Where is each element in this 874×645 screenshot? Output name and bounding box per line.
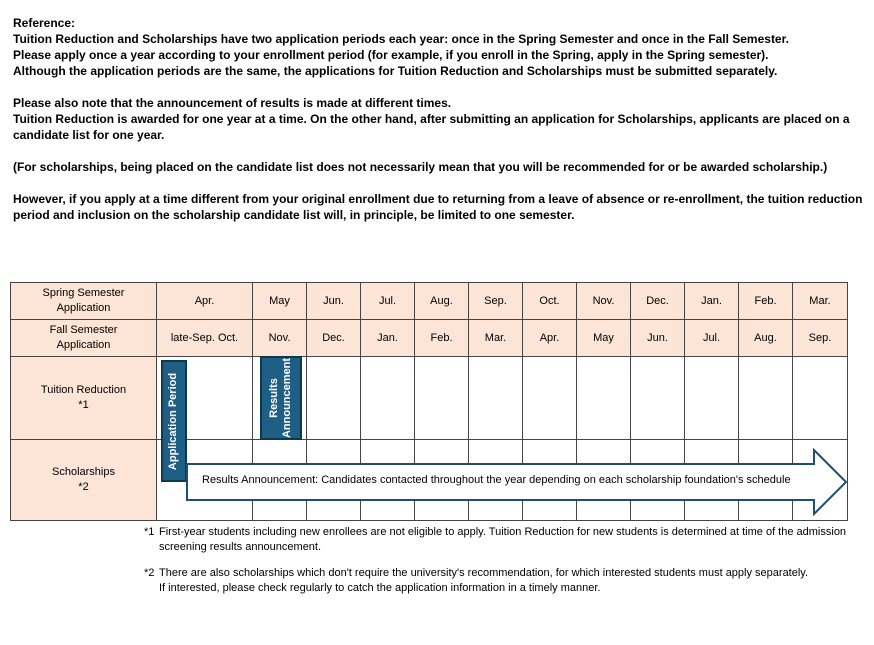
- footnote-text: screening results announcement.: [159, 541, 322, 553]
- reference-line: (For scholarships, being placed on the candidate list does not necessarily mean that you will be recommended for or be awarded scholarship.): [13, 160, 828, 174]
- month-cell: Dec.: [307, 320, 361, 357]
- reference-line: However, if you apply at a time different from your original enrollment due to returning from a leave of absence or re-enrollment, the tuition reduction period and inclusion on the scholarship candidate list will, in principle, be limited to one semester.: [13, 192, 863, 222]
- footnote-text: There are also scholarships which don't require the university's recommendation, for which interested students must apply separately.: [159, 567, 809, 579]
- month-cell: Jan.: [361, 320, 415, 357]
- results-arrow: [186, 448, 848, 516]
- spring-row: [11, 283, 848, 320]
- month-cell: Jul.: [685, 320, 739, 357]
- month-cell: May: [577, 320, 631, 357]
- footnote-1: [144, 525, 864, 555]
- month-cell: Feb.: [415, 320, 469, 357]
- footnote-mark: *2: [144, 567, 155, 579]
- footnote-text: First-year students including new enrollees are not eligible to apply. Tuition Reduction for new students is determined at time of the admission: [159, 526, 847, 538]
- footnote-mark: *1: [144, 526, 155, 538]
- month-cell: Aug.: [739, 320, 793, 357]
- reference-heading: Reference:: [13, 16, 76, 30]
- month-cell: Jan.: [685, 283, 739, 320]
- month-cell: Nov.: [577, 283, 631, 320]
- fall-row: [11, 320, 848, 357]
- spring-label: Spring Semester Application: [11, 283, 157, 320]
- month-cell: Sep.: [793, 320, 848, 357]
- footnote-text: If interested, please check regularly to catch the application information in a timely manner.: [159, 582, 601, 594]
- reference-line: Tuition Reduction and Scholarships have two application periods each year: once in the Spring Semester and once in the Fall Semester.: [13, 32, 789, 46]
- month-cell: Jun.: [307, 283, 361, 320]
- reference-line: Tuition Reduction is awarded for one year at a time. On the other hand, after submitting an application for Scholarships, applicants are placed on a candidate list for one year.: [13, 112, 850, 142]
- reference-line: Please also note that the announcement of results is made at different times.: [13, 96, 452, 110]
- month-cell: Mar.: [469, 320, 523, 357]
- month-cell: Sep.: [469, 283, 523, 320]
- tuition-row: [11, 357, 848, 440]
- scholarship-label: Scholarships *2: [11, 440, 157, 521]
- month-cell: Jun.: [631, 320, 685, 357]
- reference-section: [13, 15, 863, 223]
- reference-line: Please apply once a year according to your enrollment period (for example, if you enroll in the Spring, apply in the Spring semester).: [13, 48, 769, 62]
- results-announcement-bar: Results Announcement: [260, 356, 302, 440]
- arrow-text: Results Announcement: Candidates contacted throughout the year depending on each scholarship foundation's schedule: [202, 474, 791, 486]
- tuition-label: Tuition Reduction *1: [11, 357, 157, 440]
- month-cell: Dec.: [631, 283, 685, 320]
- month-cell: Feb.: [739, 283, 793, 320]
- application-period-bar: Application Period: [161, 360, 187, 482]
- month-cell: Oct.: [523, 283, 577, 320]
- month-cell: Mar.: [793, 283, 848, 320]
- month-cell: May: [253, 283, 307, 320]
- month-cell: Apr.: [523, 320, 577, 357]
- footnote-2: [144, 566, 864, 596]
- month-cell: Apr.: [157, 283, 253, 320]
- month-cell: Jul.: [361, 283, 415, 320]
- month-cell: Nov.: [253, 320, 307, 357]
- month-cell: late-Sep. Oct.: [157, 320, 253, 357]
- reference-line: Although the application periods are the same, the applications for Tuition Reduction and Scholarships must be submitted separately.: [13, 64, 778, 78]
- month-cell: Aug.: [415, 283, 469, 320]
- fall-label: Fall Semester Application: [11, 320, 157, 357]
